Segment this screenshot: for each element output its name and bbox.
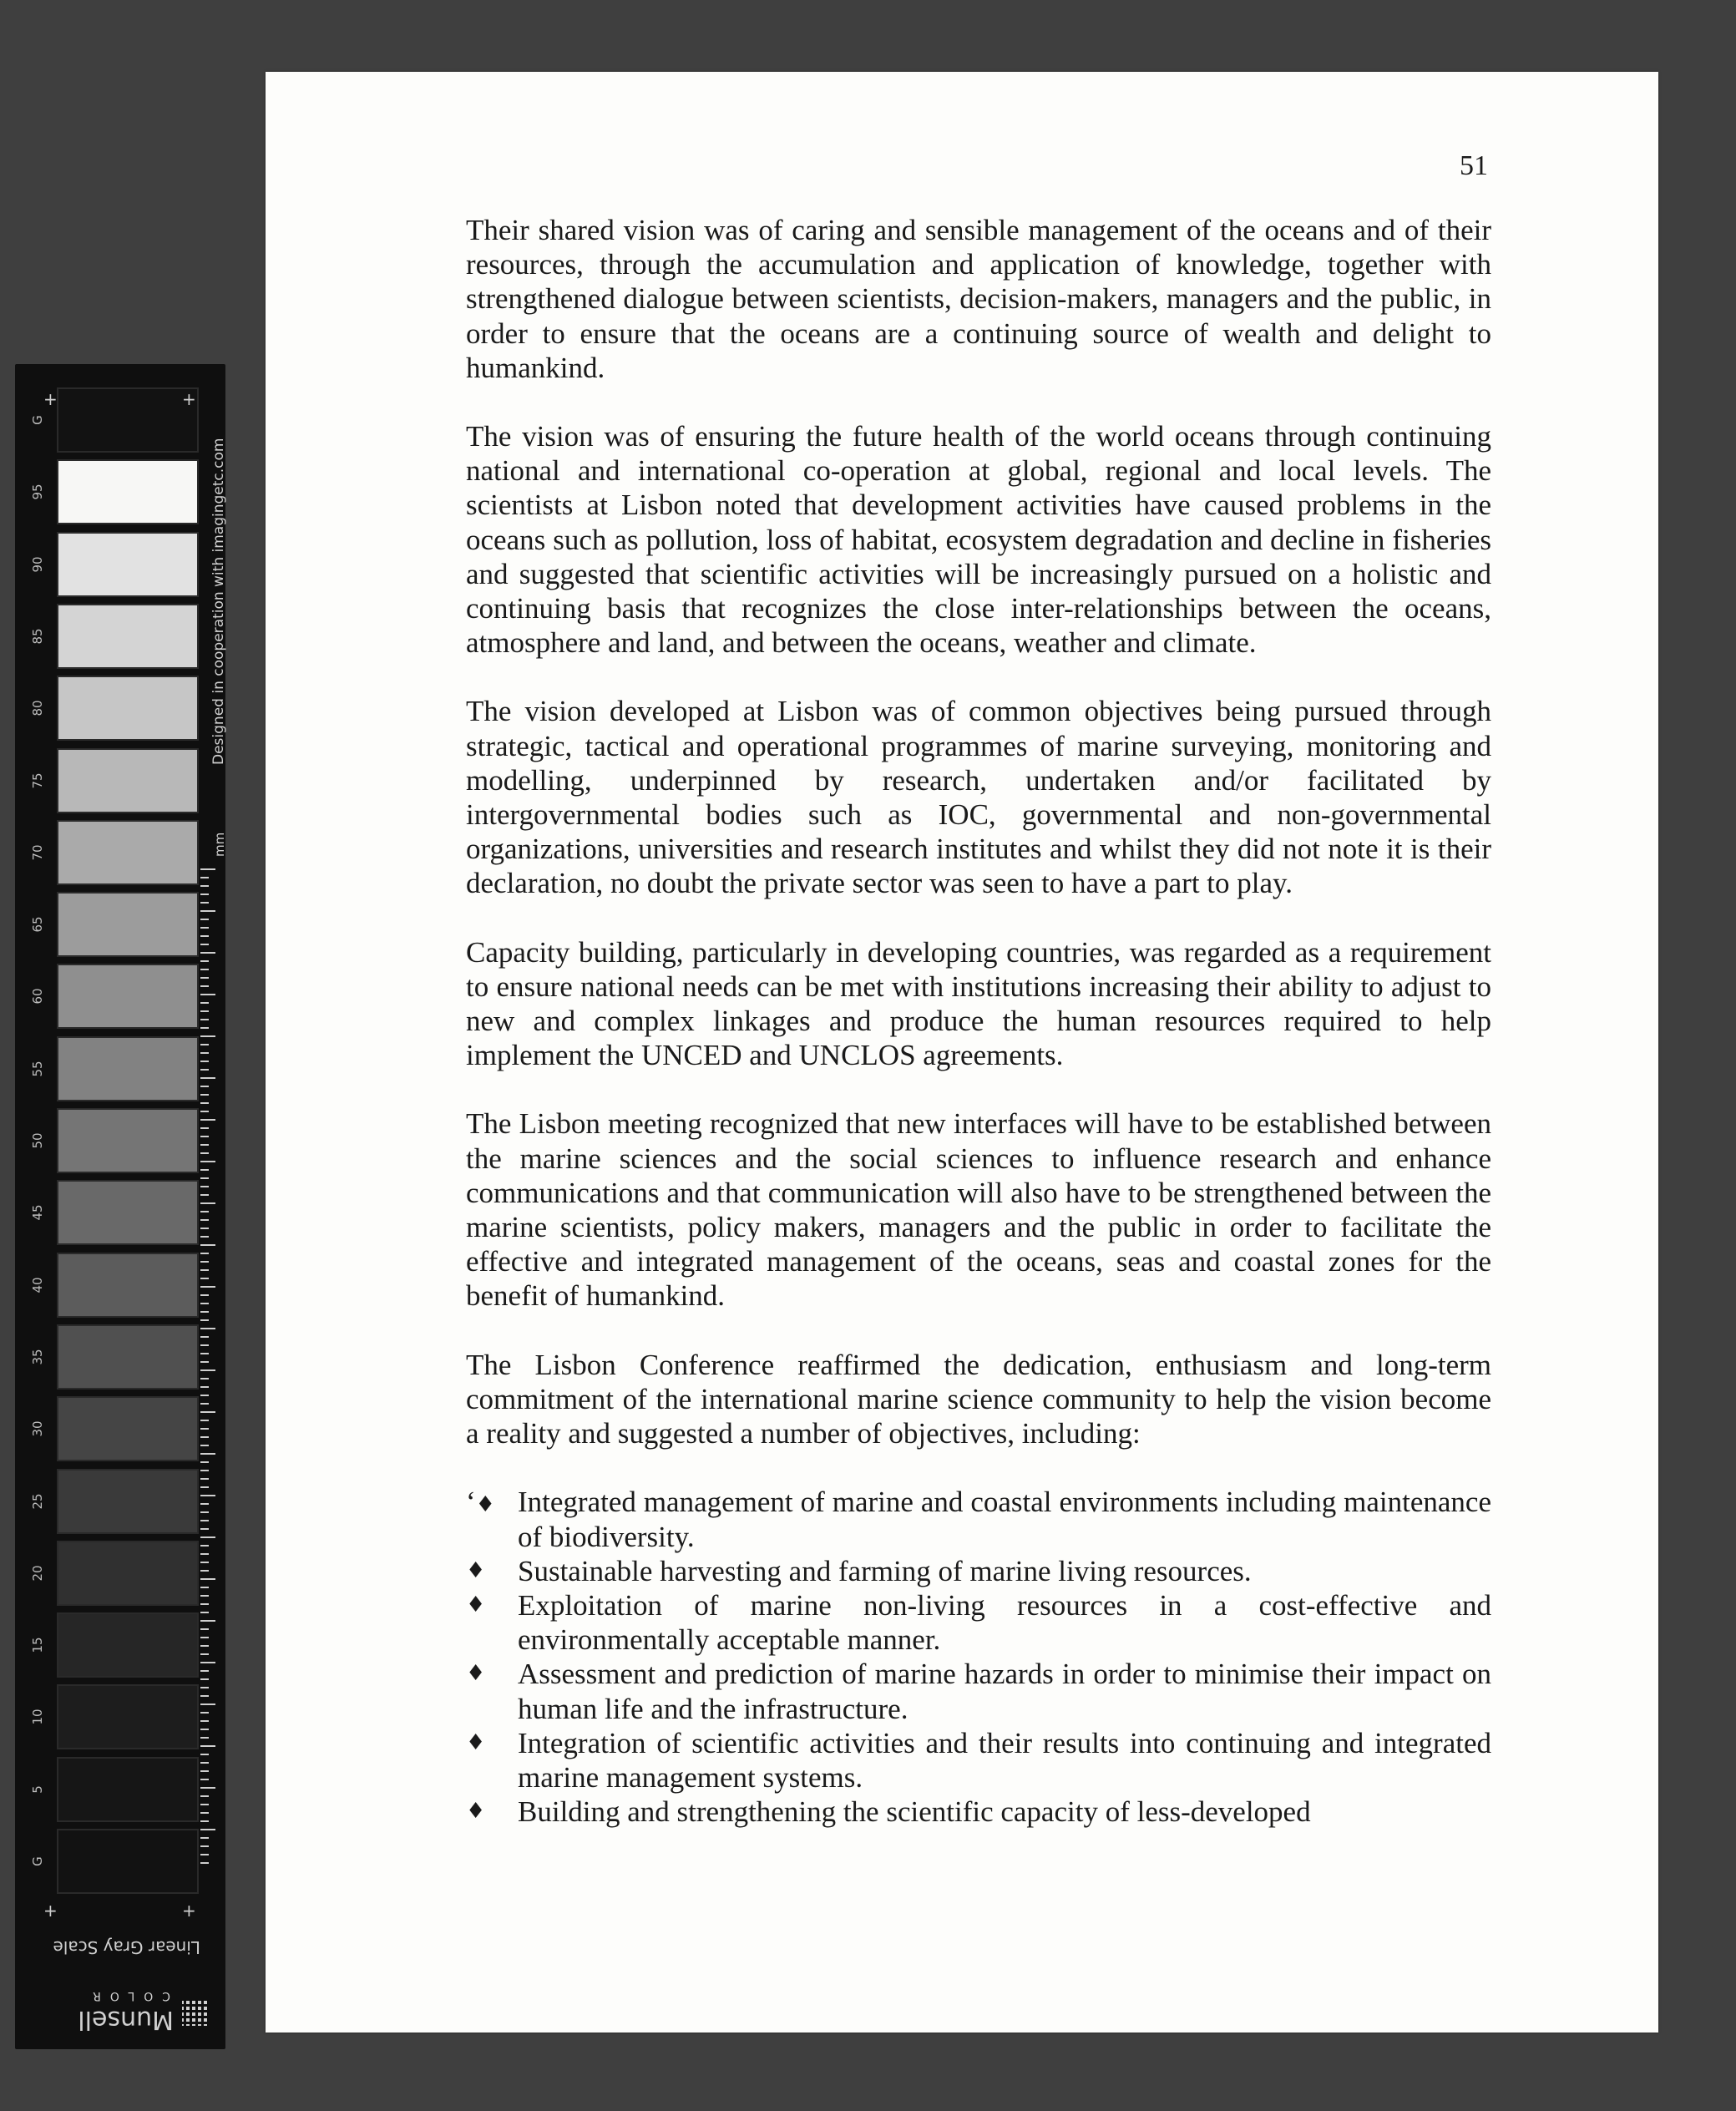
gray-scale-label: 5 xyxy=(30,1784,45,1794)
diamond-bullet-icon: ♦ xyxy=(466,1799,486,1825)
gray-patch xyxy=(57,1541,199,1606)
gray-patch xyxy=(57,1829,199,1894)
gray-scale-label: 10 xyxy=(30,1709,45,1725)
list-item: ‘♦ Integrated management of marine and coastal environments including maintenance of biodiversity. xyxy=(466,1486,1491,1553)
gray-scale-label: 15 xyxy=(30,1637,45,1653)
paragraph-ocean-health: The vision was of ensuring the future health of the world oceans through continuing national and international co-operation at global, regional and local levels. The scientists at Lisbon noted that development activities have caused problems in the oceans such as pollution, loss of habitat, ecosystem degradation and decline in fisheries and suggested that scientific activities will be increasingly pursued on a holistic and continuing basis that recognizes the close inter-relationships between the oceans, atmosphere and land, and between the oceans, weather and climate. xyxy=(466,420,1491,660)
gray-patch xyxy=(57,1108,199,1173)
munsell-brand: Munsell xyxy=(78,2005,174,2034)
munsell-logo-icon xyxy=(182,2001,207,2026)
paragraph-new-interfaces: The Lisbon meeting recognized that new interfaces will have to be established between the marine sciences and the social sciences to influence research and enhance communications and that communication will also have to be strengthened between the marine scientists, policy makers, managers and the public in order to facilitate the effective and integrated management of the oceans, seas and coastal zones for the benefit of humankind. xyxy=(466,1107,1491,1313)
munsell-brand-sub: COLOR xyxy=(84,1989,170,2002)
registration-mark: + xyxy=(182,1901,196,1921)
list-item: ♦ Exploitation of marine non-living resources in a cost-effective and environmentally acceptable manner. xyxy=(466,1588,1491,1657)
page-number: 51 xyxy=(1460,150,1488,181)
gray-patch xyxy=(57,1757,199,1822)
diamond-bullet-icon: ♦ xyxy=(466,1729,486,1755)
gray-patch xyxy=(57,964,199,1029)
gray-scale-label: 25 xyxy=(30,1492,45,1510)
body-text xyxy=(466,213,1491,1829)
paragraph-capacity-building: Capacity building, particularly in developing countries, was regarded as a requirement to ensure national needs can be met with institutions increasing their ability to adjust to new and complex linkages and produce the human resources required to help implement the UNCED and UNCLOS agreements. xyxy=(466,935,1491,1072)
gray-scale-label: 70 xyxy=(30,844,45,861)
gray-scale-label: 40 xyxy=(30,1277,45,1293)
gray-scale-label: 90 xyxy=(30,556,45,573)
gray-patch xyxy=(57,892,199,957)
gray-patch xyxy=(57,1469,199,1534)
gray-patch xyxy=(57,459,199,524)
diamond-bullet-icon: ♦ xyxy=(466,1592,486,1617)
gray-patch xyxy=(57,1253,199,1318)
paragraph-shared-vision: Their shared vision was of caring and sensible management of the oceans and of their resources, through the accumulation and application of knowledge, together with strengthened dialogue between scientists, decision-makers, managers and the public, in order to ensure that the oceans are a continuing source of wealth and delight to humankind. xyxy=(466,214,1491,384)
paragraph-conference-reaffirmed: The Lisbon Conference reaffirmed the dedication, enthusiasm and long-term commitment of the international marine science community to help the vision become a reality and suggested a number of objectives, including: xyxy=(466,1348,1491,1450)
card-credit-text: Designed in cooperation with imagingetc.com xyxy=(210,438,227,765)
gray-scale-card xyxy=(15,364,225,2049)
list-item: ♦ Integration of scientific activities and their results into continuing and integrated marine management systems. xyxy=(466,1726,1491,1794)
gray-scale-label: 75 xyxy=(30,772,45,789)
gray-patch xyxy=(57,748,199,813)
gray-patch xyxy=(57,1036,199,1101)
gray-scale-label: 45 xyxy=(30,1204,45,1221)
gray-scale-label: G xyxy=(30,415,45,425)
gray-scale-label: 20 xyxy=(30,1565,45,1582)
registration-mark: + xyxy=(43,1901,58,1921)
gray-patch xyxy=(57,1684,199,1749)
list-item: ♦ Building and strengthening the scientific capacity of less-developed xyxy=(466,1795,1311,1829)
gray-patch xyxy=(57,604,199,669)
gray-patch xyxy=(57,1324,199,1390)
gray-patch xyxy=(57,820,199,885)
gray-scale-label: 65 xyxy=(30,916,45,933)
gray-scale-label: G xyxy=(30,1856,45,1866)
paragraph-common-objectives: The vision developed at Lisbon was of common objectives being pursued through strategic, tactical and operational programmes of marine surveying, monitoring and modelling, underpinned by research, undertaken and/or facilitated by intergovernmental bodies such as IOC, governmental and non-governmental organizations, universities and research institutes and whilst they did not note it is their declaration, no doubt the private sector was seen to have a part to play. xyxy=(466,695,1491,900)
list-item: ♦ Assessment and prediction of marine hazards in order to minimise their impact on human life and the infrastructure. xyxy=(466,1658,1491,1725)
card-title: Linear Gray Scale xyxy=(53,1937,200,1957)
registration-mark: + xyxy=(182,389,196,409)
registration-mark: + xyxy=(43,389,58,409)
diamond-bullet-icon: ♦ xyxy=(466,1557,486,1583)
gray-scale-label: 60 xyxy=(30,988,45,1005)
munsell-logo xyxy=(48,1976,207,2034)
gray-patch xyxy=(57,1180,199,1245)
gray-patch xyxy=(57,1396,199,1461)
gray-scale-label: 55 xyxy=(30,1061,45,1077)
ruler-unit-label: mm xyxy=(212,832,227,857)
gray-scale-label: 95 xyxy=(30,483,45,500)
gray-scale-label: 50 xyxy=(30,1132,45,1149)
gray-patch xyxy=(57,676,199,741)
gray-patch xyxy=(57,1612,199,1678)
list-item: ♦ Sustainable harvesting and farming of marine living resources. xyxy=(466,1554,1252,1587)
gray-scale-label: 80 xyxy=(30,700,45,716)
objectives-list xyxy=(466,1485,1491,1829)
diamond-bullet-icon: ‘♦ xyxy=(466,1486,495,1519)
mm-ruler-major-ticks xyxy=(200,868,215,1867)
gray-patch xyxy=(57,387,199,453)
gray-scale-label: 85 xyxy=(30,628,45,645)
gray-patch xyxy=(57,532,199,597)
gray-scale-label: 30 xyxy=(30,1420,45,1437)
diamond-bullet-icon: ♦ xyxy=(466,1661,486,1687)
gray-scale-label: 35 xyxy=(30,1349,45,1365)
